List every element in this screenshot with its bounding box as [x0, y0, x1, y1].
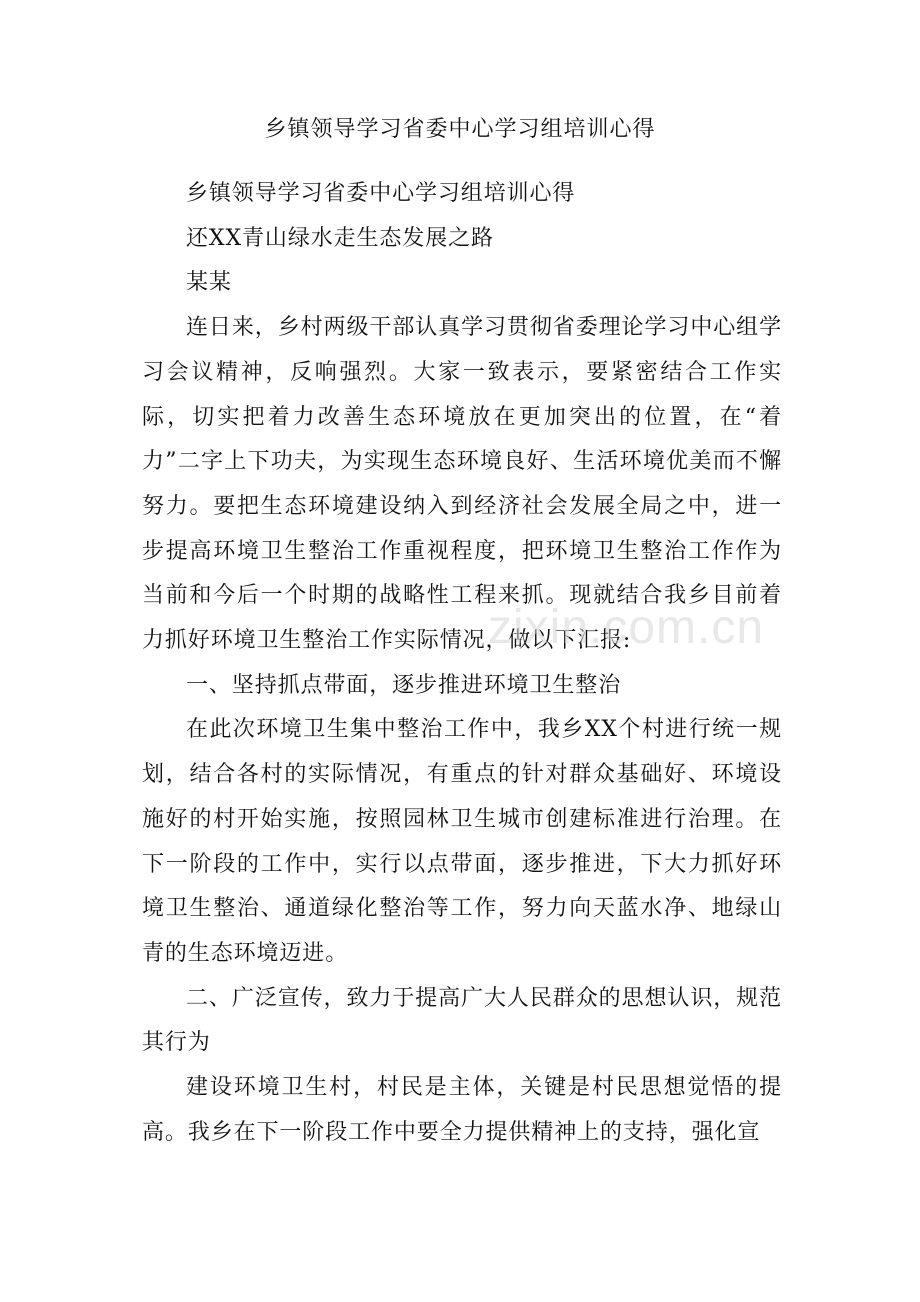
- section-heading-2: 二、广泛宣传，致力于提高广大人民群众的思想认识，规范其行为: [142, 985, 782, 1056]
- document-body: [142, 172, 782, 1155]
- paragraph-section-2: 建设环境卫生村，村民是主体，关键是村民思想觉悟的提高。我乡在下一阶段工作中要全力提供精神上的支持，强化宣: [142, 1075, 782, 1145]
- document-title: 乡镇领导学习省委中心学习组培训心得: [264, 117, 656, 142]
- paragraph-subtitle: 乡镇领导学习省委中心学习组培训心得: [186, 181, 576, 206]
- paragraph-intro: 连日来，乡村两级干部认真学习贯彻省委理论学习中心组学习会议精神，反响强烈。大家一致表示，要紧密结合工作实际，切实把着力改善生态环境放在更加突出的位置，在“着力”二字上下功夫，为实现生态环境良好、生活环境优美而不懈努力。要把生态环境建设纳入到经济社会发展全局之中，进一步提高环境卫生整治工作重视程度，把环境卫生整治工作作为当前和今后一个时期的战略性工程来抓。现就结合我乡目前着力抓好环境卫生整治工作实际情况，做以下汇报:: [142, 315, 782, 654]
- paragraph-heading: 还XX青山绿水走生态发展之路: [186, 225, 494, 251]
- paragraph-author: 某某: [186, 270, 232, 296]
- paragraph-section-1: 在此次环境卫生集中整治工作中，我乡XX个村进行统一规划，结合各村的实际情况，有重点的针对群众基础好、环境设施好的村开始实施，按照园林卫生城市创建标准进行治理。在下一阶段的工作中，实行以点带面，逐步推进，下大力抓好环境卫生整治、通道绿化整治等工作，努力向天蓝水净、地绿山青的生态环境迈进。: [142, 717, 782, 966]
- watermark: zixin.com.cn: [488, 601, 765, 654]
- section-heading-1: 一、坚持抓点带面，逐步推进环境卫生整治: [186, 672, 622, 698]
